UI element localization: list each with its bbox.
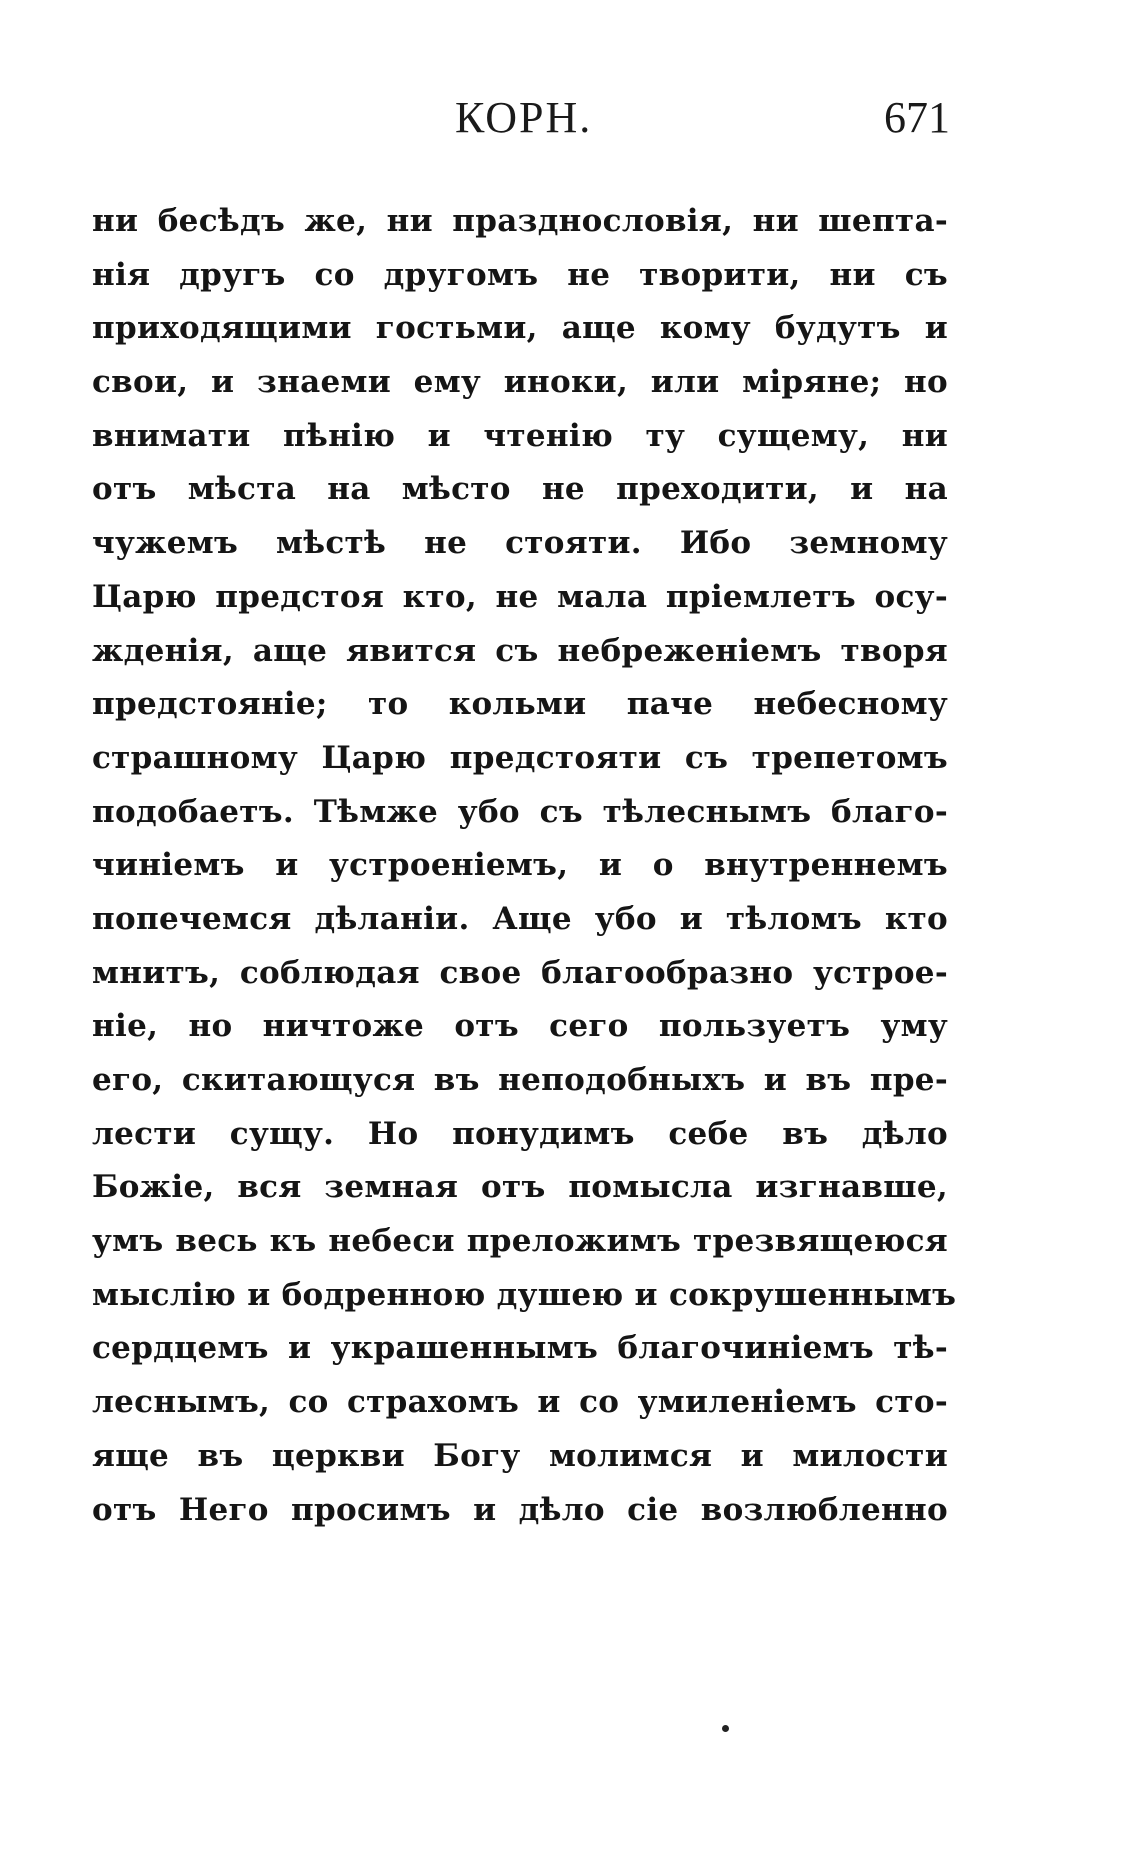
text-line: чиніемъ и устроеніемъ, и о внутреннемъ [92, 847, 948, 884]
text-line: Божіе, вся земная отъ помысла изгнавше, [92, 1169, 948, 1206]
text-line: лести сущу. Но понудимъ себе въ дѣло [92, 1115, 948, 1152]
text-line: страшному Царю предстояти съ трепетомъ [92, 739, 948, 776]
text-line: ни бесѣдъ же, ни празднословія, ни шепта- [92, 203, 948, 239]
text-line: жденія, аще явится съ небреженіемъ творя [92, 632, 948, 669]
text-line: Царю предстоя кто, не мала пріемлетъ осу- [92, 578, 948, 615]
text-line: свои, и знаеми ему иноки, или міряне; но [92, 364, 948, 401]
text-line: отъ мѣста на мѣсто не преходити, и на [92, 471, 948, 508]
running-head [90, 92, 950, 152]
text-line: отъ Него просимъ и дѣло сіе возлюбленно [92, 1491, 948, 1528]
text-line: нія другъ со другомъ не творити, ни съ [92, 256, 948, 293]
running-title: КОРН. [455, 93, 593, 142]
page-number: 671 [884, 93, 950, 142]
text-line: умъ весь къ небеси преложимъ трезвящеюся [92, 1223, 948, 1260]
text-line: его, скитающуся въ неподобныхъ и въ пре- [92, 1062, 948, 1098]
text-line: чужемъ мѣстѣ не стояти. Ибо земному [92, 525, 948, 562]
text-line: внимати пѣнію и чтенію ту сущему, ни [92, 417, 948, 454]
text-line: леснымъ, со страхомъ и со умиленіемъ сто- [92, 1384, 948, 1421]
text-line: яще въ церкви Богу молимся и милости [92, 1437, 948, 1474]
text-line: мнитъ, соблюдая свое благообразно устрое- [92, 954, 948, 991]
text-line: предстояніе; то кольми паче небесному [92, 686, 948, 723]
text-line: сердцемъ и украшеннымъ благочиніемъ тѣ- [92, 1330, 948, 1367]
body-text [92, 195, 957, 1537]
text-line: приходящими гостьми, аще кому будутъ и [92, 310, 948, 347]
text-line: ніе, но ничтоже отъ сего пользуетъ уму [92, 1008, 948, 1045]
text-line: мыслію и бодренною душею и сокрушеннымъ [92, 1276, 957, 1313]
text-line: попечемся дѣланіи. Аще убо и тѣломъ кто [92, 900, 948, 937]
text-line: подобаетъ. Тѣмже убо съ тѣлеснымъ благо- [92, 793, 948, 830]
ink-speck [722, 1725, 729, 1732]
